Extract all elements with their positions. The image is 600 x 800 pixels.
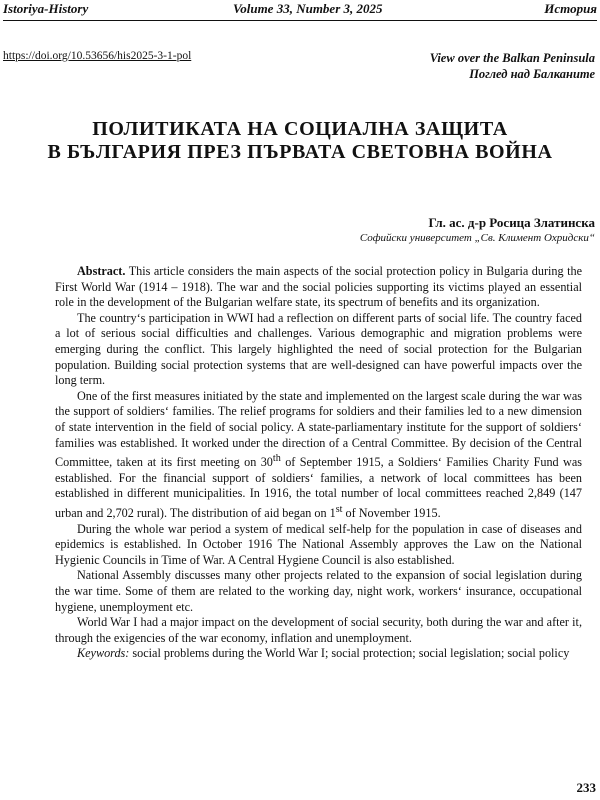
abstract-body	[55, 264, 582, 662]
section-title-en: View over the Balkan Peninsula	[429, 51, 595, 65]
header-divider	[3, 20, 597, 21]
section-title-bg: Поглед над Балканите	[469, 67, 595, 81]
page-number: 233	[576, 780, 596, 795]
title-line-2: В БЪЛГАРИЯ ПРЕЗ ПЪРВАТА СВЕТОВНА ВОЙНА	[47, 141, 553, 163]
abstract-text-3a: One of the first measures initiated by the state and implemented on the largest scale during the war was the support of soldiers‘ families. The relief programs for soldiers and their families led to a new dimension of state intervention in the field of social policy. A state-parliamentary institute for the support of soldiers‘ families was established. It worked under the direction of a Central Committee. By decision of the Central Committee, taken at its first meeting on 30	[55, 388, 582, 470]
abstract-text-3c: of November 1915.	[342, 506, 441, 521]
title-line-1: ПОЛИТИКАТА НА СОЦИАЛНА ЗАЩИТА	[92, 118, 508, 140]
abstract-paragraph: The country‘s participation in WWI had a reflection on different parts of social life. The country faced a lot of serious social difficulties and challenges. Various demographic and migration problems were emerging during the conflict. This largely highlighted the need of social protection for the Bulgarian population. Building social protection systems that are well-designed can have powerful impacts over the long term.	[55, 310, 582, 388]
abstract-label: Abstract.	[77, 264, 126, 278]
keywords-text: social problems during the World War I; social protection; social legislation; social policy	[129, 646, 570, 661]
journal-name-bg: История	[544, 1, 597, 16]
abstract-paragraph: During the whole war period a system of medical self-help for the population in case of diseases and epidemics is established. In October 1916 The National Assembly approves the Law on the National Hygienic Councils in Time of War. A Central Hygiene Council is also established.	[55, 521, 582, 567]
author-name: Гл. ас. д-р Росица Златинска	[428, 215, 595, 230]
running-header	[3, 1, 597, 21]
journal-name: Istoriya-History	[3, 1, 89, 16]
superscript-st: st	[335, 503, 343, 515]
keywords-paragraph	[55, 646, 582, 662]
doi-link[interactable]: https://doi.org/10.53656/his2025-3-1-pol	[3, 50, 192, 62]
abstract-text-1: This article considers the main aspects of the social protection policy in Bulgaria during the First World War (1914 – 1918). The war and the social policies supporting its victims played an essential role in the development of the Bulgarian welfare state, its spectrum of benefits and its organization.	[55, 264, 582, 310]
volume-info: Volume 33, Number 3, 2025	[233, 1, 383, 16]
abstract-paragraph: World War I had a major impact on the development of social security, both during the war and after it, through the exigencies of the war economy, inflation and unemployment.	[55, 615, 582, 645]
superscript-th: th	[272, 453, 281, 465]
author-block	[360, 214, 595, 246]
abstract-paragraph	[55, 264, 582, 311]
author-affiliation: Софийски университет „Св. Климент Охридски“	[359, 232, 595, 244]
abstract-paragraph	[55, 389, 582, 522]
article-title	[0, 118, 600, 164]
keywords-label: Keywords:	[77, 646, 130, 661]
abstract-paragraph: National Assembly discusses many other projects related to the expansion of social legislation during the war time. Some of them are related to the working day, night work, workers‘ insurance, occupational hygiene, unemployment etc.	[55, 568, 582, 614]
abstract-text-3b: of September 1915, a Soldiers‘ Families Charity Fund was established. For the financial support of soldiers‘ families, a network of local committees has been established in different municipalities. In 1916, the total number of local committees reached 2,849 (147 urban and 2,702 rural). The distribution of aid began on 1	[55, 455, 582, 521]
section-heading	[430, 50, 595, 82]
